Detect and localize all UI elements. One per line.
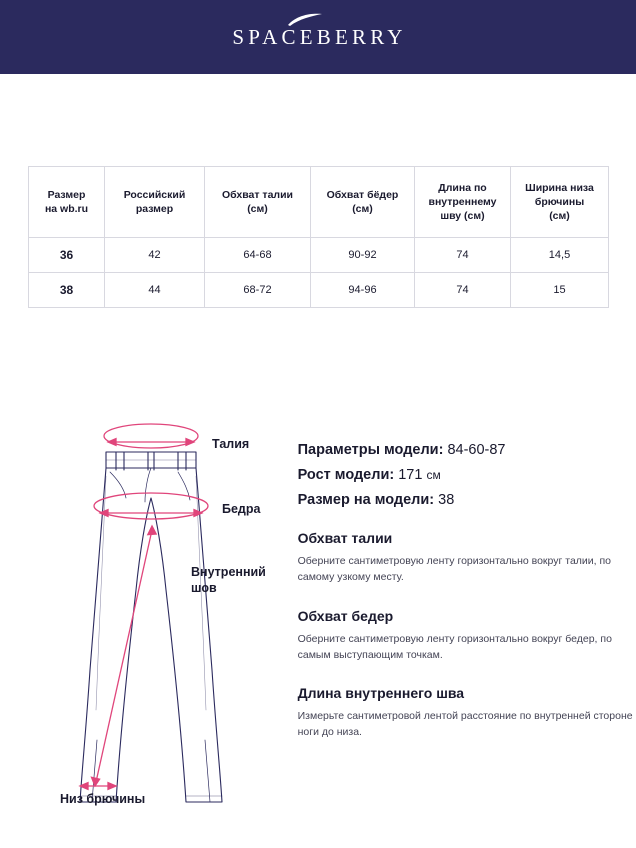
cell-inseam: 74 — [415, 273, 511, 308]
model-params-line — [298, 442, 636, 458]
model-params-value: 84-60-87 — [447, 442, 506, 458]
instruction-hips-title: Обхват бедер — [297, 607, 394, 624]
th-ru-size — [105, 167, 205, 238]
label-waist: Талия — [212, 437, 250, 451]
cell-waist: 64-68 — [205, 238, 311, 273]
th-waist — [205, 167, 311, 238]
model-info-panel — [295, 410, 636, 830]
table-row — [29, 273, 609, 308]
th-hem-width — [511, 167, 609, 238]
brand-header — [0, 0, 636, 74]
cell-ru-size: 42 — [105, 238, 205, 273]
size-table — [28, 166, 609, 308]
cell-wb-size: 36 — [29, 238, 105, 273]
cell-hem-width: 14,5 — [511, 238, 609, 273]
cell-waist: 68-72 — [205, 273, 311, 308]
model-size-value: 38 — [438, 492, 455, 508]
size-table-wrap — [28, 166, 608, 308]
table-row — [29, 238, 609, 273]
cell-hips: 90-92 — [311, 238, 415, 273]
instruction-waist — [298, 530, 636, 586]
model-height-value: 171 — [398, 467, 423, 483]
label-hips: Бедра — [222, 502, 261, 516]
instruction-inseam-text: Измерьте сантиметровой лентой расстояние по внутренней стороне ноги до низа. — [297, 710, 633, 739]
th-wb-size — [29, 167, 105, 238]
model-size-label: Размер на модели: — [297, 492, 435, 508]
instruction-waist-text: Оберните сантиметровую ленту горизонтально вокруг талии, по самому узкому месту. — [297, 555, 611, 584]
model-params-label: Параметры модели: — [297, 442, 444, 458]
th-waist-label: Обхват талии (см) — [221, 188, 293, 215]
cell-hem-width: 15 — [511, 273, 609, 308]
cell-inseam: 74 — [415, 238, 511, 273]
model-height-line — [298, 467, 636, 483]
measurement-guide — [0, 410, 636, 830]
instruction-waist-title: Обхват талии — [297, 530, 393, 546]
table-header-row — [29, 167, 609, 238]
instruction-hips — [298, 608, 636, 664]
trousers-diagram — [0, 410, 295, 830]
th-hips-label: Обхват бёдер (см) — [326, 188, 399, 215]
swoosh-icon — [287, 13, 323, 27]
model-height-unit: см — [426, 468, 441, 482]
th-inseam-label: Длина по внутреннему шву (см) — [428, 181, 497, 223]
instruction-inseam-title: Длина внутреннего шва — [297, 685, 465, 702]
th-hips — [311, 167, 415, 238]
th-wb-size-label: Размер на wb.ru — [44, 188, 89, 215]
instruction-inseam — [298, 685, 636, 741]
label-hem: Низ брючины — [60, 792, 146, 806]
th-hem-width-label: Ширина низа брючины (см) — [525, 181, 594, 223]
brand-name: SPACEBERRY — [232, 24, 407, 49]
trousers-illustration — [0, 410, 296, 830]
model-height-label: Рост модели: — [297, 467, 395, 483]
cell-wb-size: 38 — [29, 273, 105, 308]
model-size-line — [298, 492, 636, 508]
instruction-hips-text: Оберните сантиметровую ленту горизонтально вокруг бедер, по самым выступающим точкам. — [297, 632, 612, 661]
th-ru-size-label: Российский размер — [123, 188, 186, 215]
th-inseam — [415, 167, 511, 238]
cell-ru-size: 44 — [105, 273, 205, 308]
brand-logo — [229, 25, 406, 50]
label-inseam: Внутренний шов — [191, 565, 266, 595]
cell-hips: 94-96 — [311, 273, 415, 308]
